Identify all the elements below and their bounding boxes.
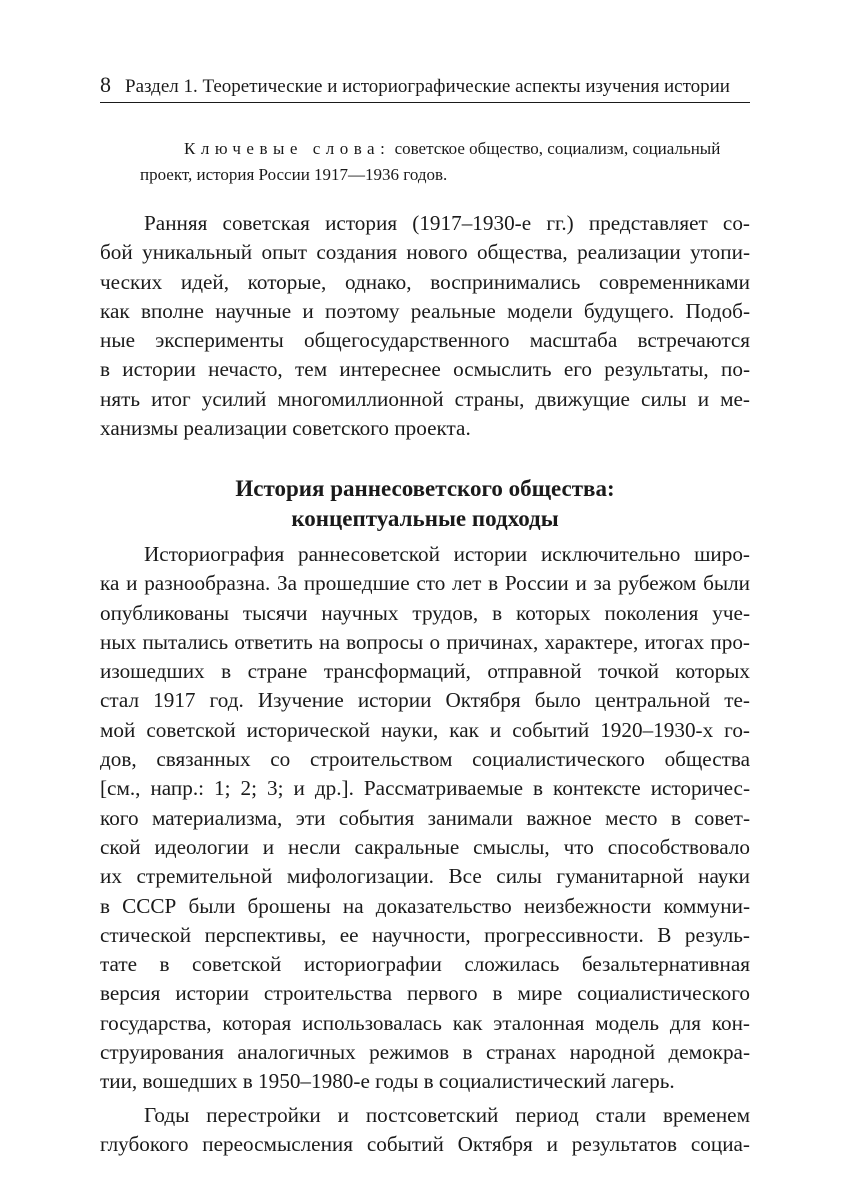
text-line: ской идеологии и несли сакральные смыслы, что способствовало [100,834,750,859]
text-line: государства, которая использовалась как эталонная модель для кон- [100,1010,750,1035]
text-line: их стремительной мифологизации. Все силы гуманитарной науки [100,864,750,889]
perestroika-paragraph [100,1101,750,1160]
text-line: Ранняя советская история (1917–1930-е гг.) представляет со- [144,211,750,235]
text-line: стической перспективы, ее научности, прогрессивности. В резуль- [100,922,750,947]
text-line: струирования аналогичных режимов в странах народной демокра- [100,1040,750,1065]
section-heading-line-1: История раннесоветского общества: [235,476,615,501]
text-line: в истории нечасто, тем интереснее осмыслить его результаты, по- [100,357,750,382]
text-line: тии, вошедших в 1950–1980-е годы в социалистический лагерь. [100,1069,675,1094]
text-line: ных пытались ответить на вопросы о причинах, характере, итогах про- [100,629,750,654]
text-line: ка и разнообразна. За прошедшие сто лет в России и за рубежом были [100,571,750,596]
text-line: [см., напр.: 1; 2; 3; и др.]. Рассматриваемые в контексте историчес- [100,776,750,801]
keywords-block [140,136,750,188]
text-line: ные эксперименты общегосударственного масштаба встречаются [100,328,750,353]
keywords-line-1 [140,136,750,162]
text-line: ханизмы реализации советского проекта. [100,416,471,441]
text-line: ческих идей, которые, однако, воспринимались современниками [100,269,750,294]
keywords-line-2: проект, история России 1917—1936 годов. [140,165,448,184]
text-line: Историография раннесоветской истории исключительно широ- [144,542,750,566]
running-header [100,72,750,103]
text-line: нять итог усилий многомиллионной страны, движущие силы и ме- [100,386,750,411]
text-line: версия истории строительства первого в мире социалистического [100,981,750,1006]
text-line: стал 1917 год. Изучение истории Октября было центральной те- [100,688,750,713]
page-number: 8 [100,72,111,97]
intro-paragraph [100,209,750,443]
text-line: бой уникальный опыт создания нового общества, реализации утопи- [100,240,750,265]
text-line: мой советской исторической науки, как и событий 1920–1930-х го- [100,717,750,742]
text-line: в СССР были брошены на доказательство неизбежности коммуни- [100,893,750,918]
historiography-paragraph [100,540,750,1097]
section-heading-line-2: концептуальные подходы [291,506,559,531]
text-line: опубликованы тысячи научных трудов, в которых поколения уче- [100,600,750,625]
text-line: глубокого переосмысления событий Октября и результатов социа- [100,1132,750,1157]
section-heading [100,474,750,534]
text-line: как вполне научные и поэтому реальные модели будущего. Подоб- [100,298,750,323]
text-line: тате в советской историографии сложилась безальтернативная [100,952,750,977]
text-line: дов, связанных со строительством социалистического общества [100,747,750,772]
text-line: кого материализма, эти события занимали важное место в совет- [100,805,750,830]
keywords-label: Ключевые слова: [184,139,391,158]
text-line: изошедших в стране трансформаций, отправной точкой которых [100,659,750,684]
running-title: Раздел 1. Теоретические и историографические аспекты изучения истории [125,76,730,97]
text-line: Годы перестройки и постсоветский период стали временем [144,1103,750,1127]
keywords-text-1: советское общество, социализм, социальный [394,139,721,158]
